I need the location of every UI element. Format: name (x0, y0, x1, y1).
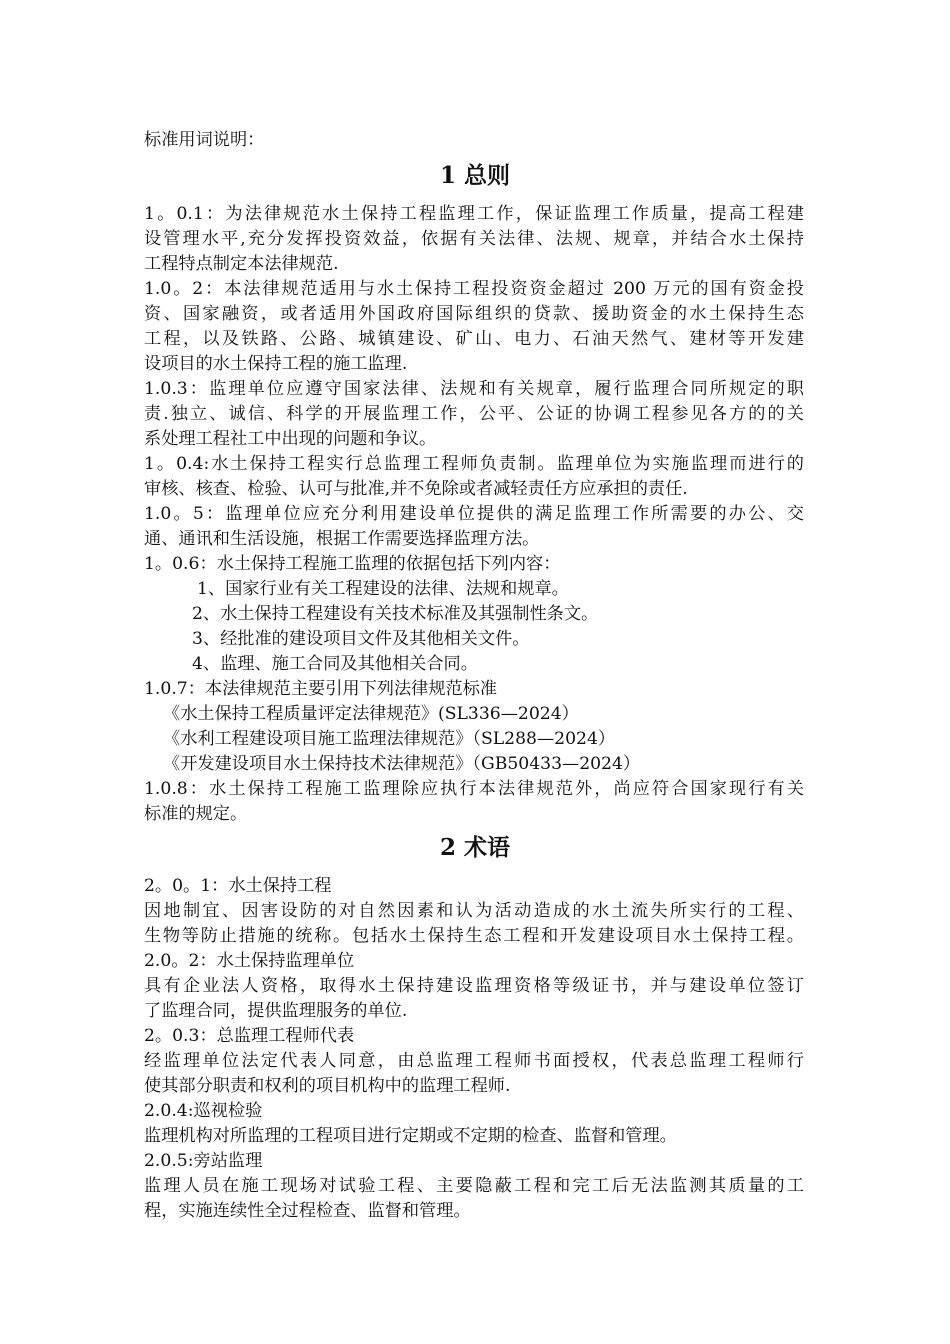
paragraph-line: 因地制宜、因害设防的对自然因素和认为活动造成的水土流失所实行的工程、 (144, 901, 804, 921)
paragraph-line: 1。0.4:水土保持工程实行总监理工程师负责制。监理单位为实施监理而进行的 (144, 454, 804, 474)
reference-item: 《水土保持工程质量评定法律规范》(SL336—2024） (163, 704, 579, 724)
paragraph-line: 经监理单位法定代表人同意，由总监理工程师书面授权，代表总监理工程师行 (144, 1051, 804, 1071)
list-item: 2、水土保持工程建设有关技术标准及其强制性条文。 (192, 604, 599, 624)
term-title: 2.0.4:巡视检验 (144, 1101, 263, 1121)
paragraph-line: 资、国家融资，或者适用外国政府国际组织的贷款、援助资金的水土保持生态 (144, 304, 804, 324)
paragraph-line: 监理人员在施工现场对试验工程、主要隐蔽工程和完工后无法监测其质量的工 (144, 1176, 804, 1196)
term-title: 2.0。2：水土保持监理单位 (144, 951, 355, 971)
paragraph-line: 设管理水平,充分发挥投资效益，依据有关法律、法规、规章，并结合水土保持 (144, 229, 804, 249)
section-1-heading: 1 总则 (439, 162, 510, 189)
list-item: 4、监理、施工合同及其他相关合同。 (192, 654, 478, 674)
usage-note: 标准用词说明： (144, 130, 265, 150)
term-title: 2.0.5:旁站监理 (144, 1151, 263, 1171)
reference-item: 《开发建设项目水土保持技术法律规范》（GB50433—2024） (163, 754, 641, 774)
paragraph-line: 通、通讯和生活设施，根据工作需要选择监理方法。 (144, 529, 540, 549)
paragraph-line: 1.0。2：本法律规范适用与水土保持工程投资资金超过 200 万元的国有资金投 (144, 279, 804, 299)
paragraph-line: 具有企业法人资格，取得水土保持建设监理资格等级证书，并与建设单位签订 (144, 976, 804, 996)
paragraph-line: 设项目的水土保持工程的施工监理. (144, 354, 408, 374)
paragraph-line: 1.0.8：水土保持工程施工监理除应执行本法律规范外，尚应符合国家现行有关 (144, 779, 804, 799)
paragraph-line: 1。0.1：为法律规范水土保持工程监理工作，保证监理工作质量，提高工程建 (144, 204, 804, 224)
paragraph-line: 1.0.7：本法律规范主要引用下列法律规范标准 (144, 679, 498, 699)
list-item: 3、经批准的建设项目文件及其他相关文件。 (192, 629, 530, 649)
paragraph-line: 1。0.6：水土保持工程施工监理的依据包括下列内容： (144, 554, 561, 574)
term-title: 2。0。1：水土保持工程 (144, 876, 332, 896)
paragraph-line: 责.独立、诚信、科学的开展监理工作，公平、公证的协调工程参见各方的的关 (144, 404, 804, 424)
paragraph-line: 系处理工程社工中出现的问题和争议。 (144, 429, 437, 449)
paragraph-line: 审核、核查、检验、认可与批准,并不免除或者减轻责任方应承担的责任. (144, 479, 688, 499)
paragraph-line: 使其部分职责和权利的项目机构中的监理工程师. (144, 1076, 511, 1096)
paragraph-line: 程，实施连续性全过程检查、监督和管理。 (144, 1201, 471, 1221)
paragraph-line: 1.0.3：监理单位应遵守国家法律、法规和有关规章，履行监理合同所规定的职 (144, 379, 804, 399)
paragraph-line: 工程，以及铁路、公路、城镇建设、矿山、电力、石油天然气、建材等开发建 (144, 329, 804, 349)
paragraph-line: 1.0。5：监理单位应充分利用建设单位提供的满足监理工作所需要的办公、交 (144, 504, 804, 524)
paragraph-line: 了监理合同，提供监理服务的单位. (144, 1001, 408, 1021)
reference-item: 《水利工程建设项目施工监理法律规范》（SL288—2024） (163, 729, 616, 749)
paragraph-line: 生物等防止措施的统称。包括水土保持生态工程和开发建设项目水土保持工程。 (144, 926, 804, 946)
paragraph-line: 监理机构对所监理的工程项目进行定期或不定期的检查、监督和管理。 (144, 1126, 677, 1146)
term-title: 2。0.3：总监理工程师代表 (144, 1026, 355, 1046)
paragraph-line: 工程特点制定本法律规范. (144, 254, 339, 274)
section-2-heading: 2 术语 (439, 834, 510, 861)
paragraph-line: 标准的规定。 (144, 804, 248, 824)
list-item: 1、国家行业有关工程建设的法律、法规和规章。 (197, 579, 569, 599)
